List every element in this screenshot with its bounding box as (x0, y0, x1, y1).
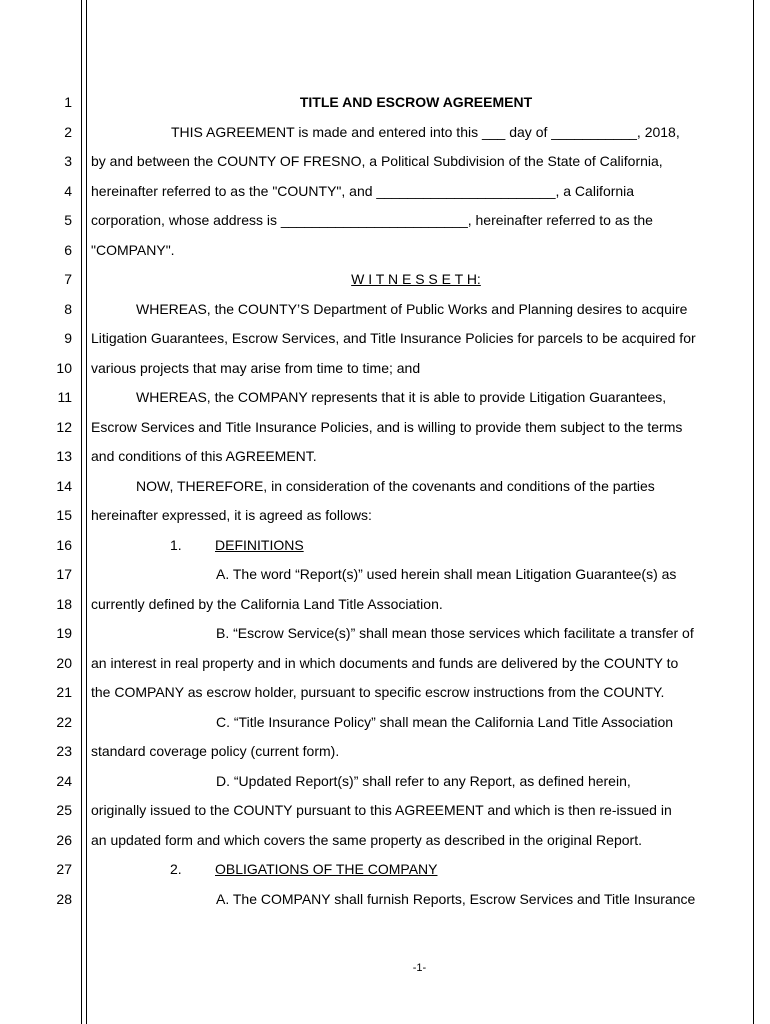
line-number: 4 (64, 182, 72, 199)
line-number: 17 (56, 566, 72, 582)
left-margin-rule-inner (86, 0, 87, 1024)
section-heading-line (91, 531, 741, 561)
line-number: 11 (57, 389, 72, 405)
line-number: 21 (56, 684, 72, 700)
text-line: hereinafter expressed, it is agreed as follows: (91, 507, 372, 523)
line-number: 25 (56, 802, 72, 818)
text-line: an updated form and which covers the same property as described in the original Report. (91, 831, 642, 848)
line-number: 28 (56, 890, 72, 907)
line-number: 22 (56, 713, 72, 730)
line-number: 12 (56, 418, 72, 435)
right-margin-rule (753, 0, 754, 1024)
line-number: 13 (56, 448, 72, 464)
line-number: 1 (64, 94, 72, 110)
text-line: an interest in real property and in which documents and funds are delivered by the COUNTY to (91, 654, 679, 671)
text-line: "COMPANY". (91, 241, 175, 258)
line-number: 16 (56, 536, 72, 553)
line-number: 20 (56, 654, 72, 671)
text-line: the COMPANY as escrow holder, pursuant to specific escrow instructions from the COUNTY. (91, 684, 665, 700)
text-line: Litigation Guarantees, Escrow Services, and Title Insurance Policies for parcels to be acquired for (91, 330, 696, 346)
text-line: Escrow Services and Title Insurance Policies, and is willing to provide them subject to the terms (91, 418, 683, 435)
line-number: 8 (64, 300, 72, 317)
text-line: A. The word “Report(s)” used herein shall mean Litigation Guarantee(s) as (216, 566, 677, 582)
witnesseth-line (91, 265, 741, 295)
section-heading-line (91, 855, 741, 885)
left-margin-rule (81, 0, 82, 1024)
line-number: 6 (64, 241, 72, 258)
line-number: 26 (56, 831, 72, 848)
line-number: 3 (64, 153, 72, 169)
line-number: 7 (64, 271, 72, 287)
line-number: 27 (56, 861, 72, 877)
text-line: originally issued to the COUNTY pursuant to this AGREEMENT and which is then re-issued in (91, 802, 672, 818)
line-number: 15 (56, 507, 72, 523)
text-line: standard coverage policy (current form). (91, 743, 340, 759)
line-number: 18 (56, 595, 72, 612)
line-number: 19 (56, 625, 72, 641)
line-number: 10 (56, 359, 72, 376)
text-line: THIS AGREEMENT is made and entered into this ___ day of ___________, 2018, (171, 123, 680, 140)
section-heading: OBLIGATIONS OF THE COMPANY (215, 861, 438, 877)
text-line: D. “Updated Report(s)” shall refer to any Report, as defined herein, (216, 772, 631, 789)
text-line: B. “Escrow Service(s)” shall mean those services which facilitate a transfer of (216, 625, 694, 641)
text-line: and conditions of this AGREEMENT. (91, 448, 317, 464)
line-number: 9 (64, 330, 72, 346)
document-title: TITLE AND ESCROW AGREEMENT (299, 94, 533, 110)
line-number: 5 (64, 212, 72, 228)
text-line: currently defined by the California Land Title Association. (91, 595, 443, 612)
text-line: A. The COMPANY shall furnish Reports, Escrow Services and Title Insurance (216, 890, 696, 907)
section-number: 2. (170, 861, 182, 877)
text-line: corporation, whose address is ________________________, hereinafter referred to as the (91, 212, 653, 228)
section-heading: DEFINITIONS (215, 536, 304, 553)
line-number: 14 (56, 477, 72, 494)
witnesseth-heading: W I T N E S S E T H: (351, 271, 481, 287)
text-line: WHEREAS, the COUNTY’S Department of Public Works and Planning desires to acquire (136, 300, 688, 317)
text-line: WHEREAS, the COMPANY represents that it is able to provide Litigation Guarantees, (136, 389, 667, 405)
line-number: 24 (56, 772, 72, 789)
text-line: hereinafter referred to as the "COUNTY", and _______________________, a California (91, 182, 635, 199)
line-number: 23 (56, 743, 72, 759)
text-line: C. “Title Insurance Policy” shall mean the California Land Title Association (216, 713, 674, 730)
section-number: 1. (170, 536, 182, 553)
text-line: by and between the COUNTY OF FRESNO, a Political Subdivision of the State of California, (91, 153, 663, 169)
text-line: various projects that may arise from time to time; and (91, 359, 421, 376)
text-line: NOW, THEREFORE, in consideration of the covenants and conditions of the parties (136, 477, 655, 494)
page-number: -1- (412, 962, 427, 974)
line-number: 2 (64, 123, 72, 140)
